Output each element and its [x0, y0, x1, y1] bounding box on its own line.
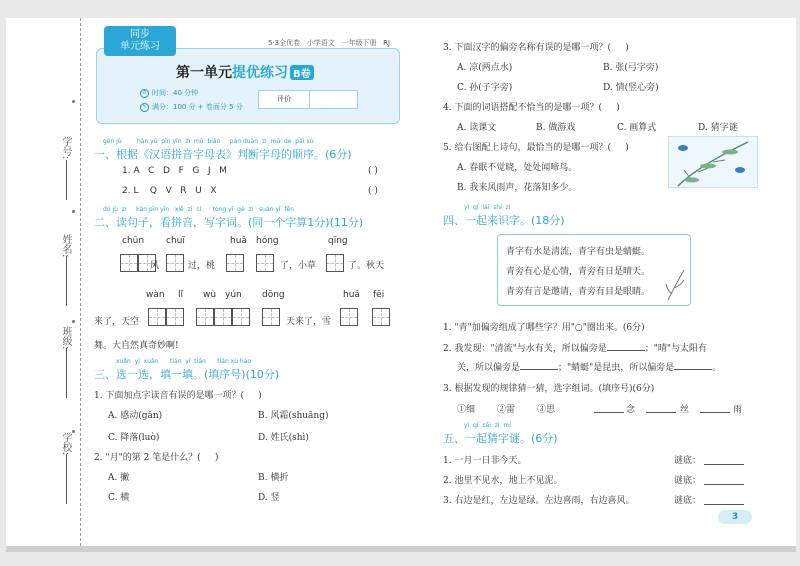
sidebar-number-label: 学号: [60, 136, 71, 160]
page-title: 第一单元提优练习 B卷 [176, 62, 314, 82]
pinyin-prompt: dōng [262, 290, 285, 300]
section4-q3: 3. 根据发现的规律猜一猜，选字组词。(填序号)(6分) [443, 384, 655, 394]
option-a[interactable]: A. 撇 [108, 473, 130, 483]
clock-icon: ⏱ [140, 89, 149, 98]
section4-title: 四、一起来识字。(18分) [443, 214, 565, 227]
pinyin-prompt: chūn [122, 236, 145, 246]
bamboo-bird-illustration [668, 136, 758, 188]
poem-line: 青旁有心是心情，青旁有日是晴天。 [506, 267, 651, 277]
binding-dot [72, 320, 75, 323]
poem-line: 青旁有言是邀请，青旁有目是眼睛。 [506, 287, 651, 297]
section3-q5: 5. 给右图配上诗句，最恰当的是哪一项？( ) [443, 143, 629, 153]
section5-pinyin: yì qǐ cāi zì mí [464, 422, 511, 429]
page-number: 3 [718, 510, 752, 524]
section2-pinyin: dú jù zi kàn pīn yīn xiě zì cí tóng yī gè zì suàn yī fēn [103, 206, 294, 213]
option-a[interactable]: A. 读课文 [457, 123, 497, 133]
evaluation-label: 评价 [259, 91, 310, 108]
writing-cell[interactable] [120, 254, 138, 272]
sidebar-name-line [66, 256, 67, 306]
option-a[interactable]: A. 春眠不觉晓，处处闻啼鸟。 [457, 163, 578, 173]
section3-title: 三、选一选，填一填。(填序号)(10分) [94, 368, 280, 381]
option-c[interactable]: C. 横 [108, 493, 130, 503]
writing-cell[interactable] [148, 308, 166, 326]
choice-3[interactable]: ③思 [537, 405, 556, 415]
sidebar-school-label: 学校: [60, 432, 71, 456]
binding-margin-line [80, 18, 81, 546]
answer-paren[interactable]: ( ) [368, 166, 378, 176]
section1-title: 一、根据《汉语拼音字母表》判断字母的顺序。(6分) [94, 148, 352, 161]
sentence-text: 了，小草 [280, 261, 317, 271]
option-b[interactable]: B. 风霜(shuāng) [258, 411, 329, 421]
section3-pinyin: xuǎn yī xuǎn tián yī tián tián xù hào [116, 358, 252, 365]
sentence-text: 过，桃 [188, 261, 216, 271]
writing-cell[interactable] [372, 308, 390, 326]
pinyin-prompt: wàn [146, 290, 165, 300]
riddle-1: 1. 一月一日非今天。 [443, 456, 527, 466]
sidebar-number-line [66, 160, 67, 200]
section5-title: 五、一起猜字谜。(6分) [443, 432, 558, 445]
writing-cell[interactable] [166, 308, 184, 326]
option-d[interactable]: D. 猜字谜 [698, 123, 738, 133]
option-d[interactable]: D. 竖 [258, 493, 280, 503]
answer-blank[interactable] [704, 464, 744, 465]
answer-blank[interactable] [704, 484, 744, 485]
sentence-text: 天来了，雪 [286, 317, 332, 327]
option-b[interactable]: B. 做游戏 [536, 123, 576, 133]
option-d[interactable]: D. 情(竖心旁) [603, 83, 659, 93]
pinyin-prompt: wù [203, 290, 217, 300]
answer-blank[interactable] [594, 412, 624, 413]
riddle-answer-label: 谜底： [674, 476, 702, 486]
answer-blank[interactable] [704, 504, 744, 505]
writing-cell[interactable] [326, 254, 344, 272]
pinyin-prompt: yún [225, 290, 242, 300]
full-score: ✎ 满分：100 分 + 卷面分 5 分 [140, 102, 243, 112]
sentence-text: 风 [150, 261, 160, 271]
option-c[interactable]: C. 孙(子字旁) [457, 83, 513, 93]
sentence-text: 来了，天空 [94, 317, 140, 327]
answer-blank[interactable] [646, 412, 676, 413]
book-info: 5·3全优卷 小学语文 一年级下册 RJ [268, 39, 391, 47]
option-b[interactable]: B. 张(弓字旁) [603, 63, 659, 73]
pinyin-prompt: huā [230, 236, 247, 246]
riddle-3: 3. 右边是红，左边是绿。左边喜雨，右边喜风。 [443, 496, 635, 506]
pinyin-prompt: qīng [328, 236, 348, 246]
section2-title: 二、读句子，看拼音，写字词。(同一个字算1分)(11分) [94, 216, 364, 229]
writing-cell[interactable] [226, 254, 244, 272]
section1-pinyin: gēn jù hàn yǔ pīn yīn zì mǔ biǎo pàn duàn zì mǔ de pái xù [103, 138, 314, 145]
binding-dot [72, 430, 75, 433]
option-a[interactable]: A. 感动(gǎn) [108, 411, 163, 421]
sidebar-school-line [66, 454, 67, 504]
sidebar-class-line [66, 348, 67, 398]
writing-cell[interactable] [256, 254, 274, 272]
riddle-answer-label: 谜底： [674, 456, 702, 466]
answer-paren[interactable]: ( ) [368, 186, 378, 196]
section3-q1: 1. 下面加点字读音有误的是哪一项？( ) [94, 391, 262, 401]
section3-q2: 2. "月"的第 2 笔是什么？( ) [94, 453, 219, 463]
writing-cell[interactable] [214, 308, 232, 326]
sidebar-name-label: 姓名: [60, 234, 71, 258]
section4-q1: 1. "青"加偏旁组成了哪些字？用"○"圈出来。(6分) [443, 323, 645, 333]
choice-1[interactable]: ①细 [457, 405, 476, 415]
answer-blank[interactable] [700, 412, 730, 413]
option-a[interactable]: A. 凉(两点水) [457, 63, 513, 73]
section3-q3: 3. 下面汉字的偏旁名称有误的是哪一项？( ) [443, 43, 629, 53]
version-badge: B卷 [290, 65, 314, 80]
riddle-answer-label: 谜底： [674, 496, 702, 506]
section4-q2: 2. 我发现："清流"与水有关，所以偏旁是 ；"晴"与太阳有 [443, 344, 708, 354]
answer-blank [520, 369, 558, 370]
answer-blank [607, 350, 645, 351]
evaluation-box[interactable] [258, 90, 358, 109]
pinyin-prompt: hóng [256, 236, 279, 246]
writing-cell[interactable] [166, 254, 184, 272]
pinyin-prompt: fēi [373, 290, 385, 300]
choice-2[interactable]: ②雷 [497, 405, 516, 415]
writing-cell[interactable] [262, 308, 280, 326]
answer-blank [674, 369, 712, 370]
plant-sketch [664, 268, 688, 302]
time-limit: ⏱ 时间：40 分钟 [140, 88, 198, 98]
sentence-text: 舞。大自然真奇妙啊! [94, 341, 179, 351]
option-c[interactable]: C. 画算式 [617, 123, 657, 133]
section1-q1: 1. A C D F G J M [122, 166, 227, 176]
fill-char: 丝 [680, 405, 690, 415]
fill-char: 雨 [733, 405, 743, 415]
sync-practice-tag: 同步 单元练习 [104, 26, 176, 56]
option-c[interactable]: C. 降落(luò) [108, 433, 160, 443]
binding-dot [72, 210, 75, 213]
pinyin-prompt: chuī [166, 236, 185, 246]
score-icon: ✎ [140, 103, 149, 112]
binding-dot [72, 100, 75, 103]
title-banner [96, 48, 400, 124]
section1-q2: 2. L Q V R U X [122, 186, 217, 196]
section4-pinyin: yì qǐ lái shí zì [464, 204, 511, 211]
option-b[interactable]: B. 横折 [258, 473, 289, 483]
poem-line: 青字有水是清流，青字有虫是蜻蜓。 [506, 247, 651, 257]
sentence-text: 了。秋天 [348, 261, 385, 271]
riddle-2: 2. 池里不见水，地上不见泥。 [443, 476, 563, 486]
option-b[interactable]: B. 我来风雨声，花落知多少。 [457, 183, 578, 193]
pinyin-prompt: lǐ [178, 290, 184, 300]
sidebar-class-label: 班级: [60, 326, 71, 350]
section4-q2-cont: 关，所以偏旁是 ；"蜻蜓"是昆虫，所以偏旁是 。 [457, 363, 722, 373]
page-shadow [6, 546, 796, 552]
pinyin-prompt: huā [343, 290, 360, 300]
writing-cell[interactable] [232, 308, 250, 326]
option-d[interactable]: D. 姓氏(shì) [258, 433, 309, 443]
writing-cell[interactable] [196, 308, 214, 326]
fill-char: 念 [626, 405, 636, 415]
writing-cell[interactable] [340, 308, 358, 326]
section3-q4: 4. 下面的词语搭配不恰当的是哪一项？( ) [443, 103, 620, 113]
